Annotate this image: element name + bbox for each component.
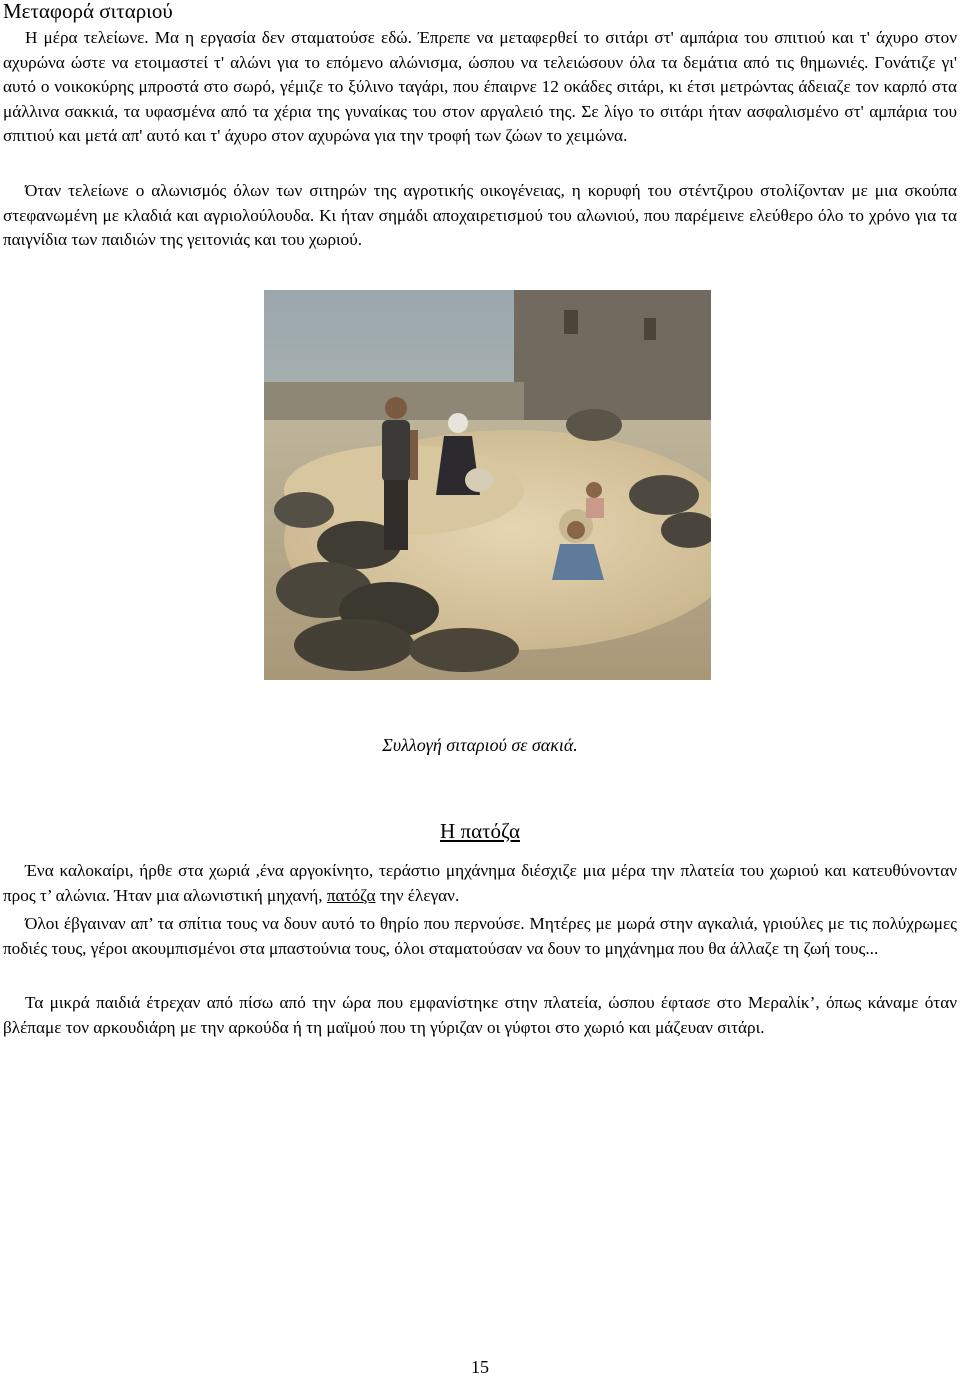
paragraph-text: Ένα καλοκαίρι, ήρθε στα χωριά ,ένα αργοκίνητο, τεράστιο μηχάνημα διέσχιζε μια μέρα την πλατεία του χωριού και κατευθύνονταν προς τ’ αλώνια. Ήταν μια αλωνιστική μηχανή, [3, 861, 957, 905]
page-number: 15 [471, 1357, 489, 1377]
photo-caption: Συλλογή σιταριού σε σακιά. [382, 735, 578, 755]
paragraph-text: την έλεγαν. [375, 885, 460, 905]
photo-grain-sacks [264, 290, 711, 680]
paragraph-grain-transport: Η μέρα τελείωνε. Μα η εργασία δεν σταματούσε εδώ. Έπρεπε να μεταφερθεί το σιτάρι στ' αμπάρια του σπιτιού και τ' άχυρο στον αχυρώνα ώστε να ετοιμαστεί τ' αλώνι για το επόμενο αλώνισμα, ώσπου να τελειώσουν όλα τα δεμάτια από τις θημωνιές. Γονάτιζε γι' αυτό ο νοικοκύρης μπροστά στο σωρό, γέμιζε το ξύλινο ταγάρι, που έπαιρνε 12 οκάδες σιτάρι, κι έτσι μετρώντας άδειαζε τον καρπό στα μάλλινα σακκιά, τα υφασμένα από τα χέρια της γυναίκας του στον αργαλειό της. Σε λίγο το σιτάρι ήταν ασφαλισμένο στ' αμπάρια του σπιτιού και μετά απ' αυτό και τ' άχυρο στον αχυρώνα για την τροφή των ζώων το χειμώνα. [3, 28, 957, 145]
underlined-term-patoza: πατόζα [326, 885, 376, 905]
paragraph-machine-arrival [3, 859, 957, 908]
paragraph-villagers-watching: Όλοι έβγαιναν απ’ τα σπίτια τους να δουν αυτό το θηρίο που περνούσε. Μητέρες με μωρά στην αγκαλιά, γριούλες με τις πολύχρωμες ποδιές τους, γέροι ακουμπισμένοι στα μπαστούνια τους, όλοι σταματούσαν να δουν το μηχάνημα που θα άλλαζε τη ζωή τους... [3, 914, 957, 958]
section-title-grain-transport: Μεταφορά σιταριού [3, 0, 173, 23]
section-title-patoza: Η πατόζα [440, 819, 520, 843]
paragraph-children-running: Τα μικρά παιδιά έτρεχαν από πίσω από την ώρα που εμφανίστηκε στην πλατεία, ώσπου έφτασε στο Μεραλίκ’, όπως κάναμε όταν βλέπαμε τον αρκουδιάρη με την αρκούδα ή τη μαϊμού που τη γύριζαν οι γύφτοι στο χωριό και μάζευαν σιτάρι. [3, 993, 957, 1037]
paragraph-threshing-end: Όταν τελείωνε ο αλωνισμός όλων των σιτηρών της αγροτικής οικογένειας, η κορυφή του στέντζιρου στολίζονταν με μια σκούπα στεφανωμένη με κλαδιά και αγριολούλουδα. Κι ήταν σημάδι αποχαιρετισμού του αλωνιού, που παρέμεινε ελεύθερο όλο το χρόνο για τα παιγνίδια των παιδιών της γειτονιάς και του χωριού. [3, 181, 957, 249]
